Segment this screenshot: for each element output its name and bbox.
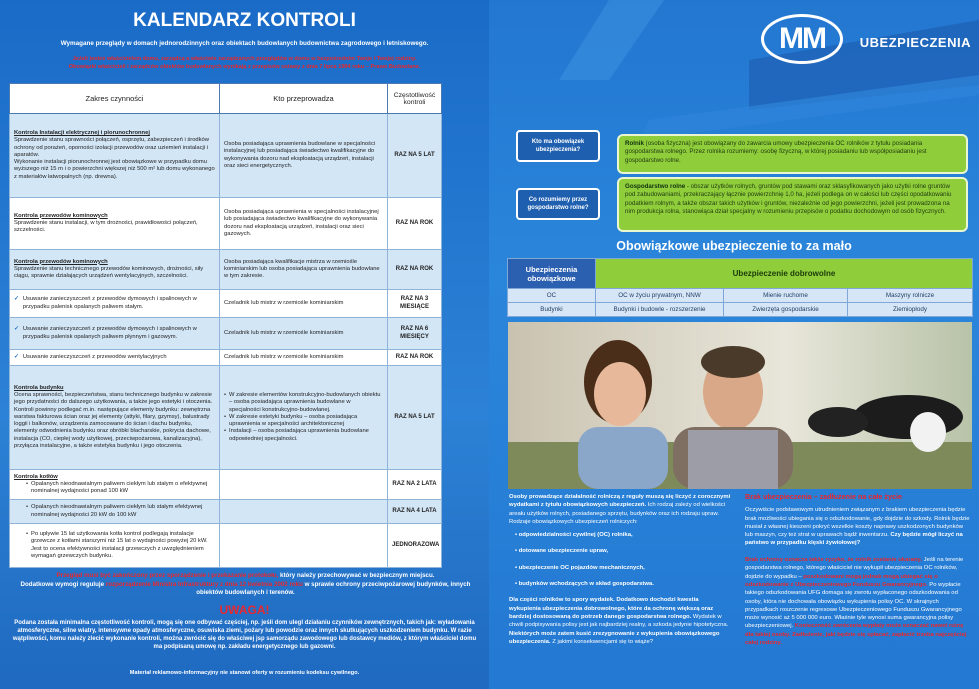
table-row: [10, 250, 442, 290]
farmer-couple-photo: [508, 322, 972, 489]
footnote: Przegląd musi być zakończony przez sporządzenie i przekazanie protokołu, który należy przechowywać w bezpiecznym miejscu. Dodatkowe wymogi reguluje rozporządzenie Ministra Infrastruktury z dnia 12 kwietnia 2002 roku w sprawie ochrony przeciwpożarowej budynków, innych obiektów budowlanych i terenów.: [20, 572, 471, 596]
inspection-table: [9, 83, 442, 568]
table-cell: Ziemiopłody: [848, 303, 973, 317]
list-item: • ubezpieczenie OC pojazdów mechanicznych,: [515, 564, 731, 572]
row-title: Kontrola Instalacji elektrycznej i piorunochronnej: [14, 130, 150, 137]
section-heading: Obowiązkowe ubezpieczenie to za mało: [616, 239, 852, 253]
col-header-frequency: Częstotliwość kontroli: [388, 84, 442, 114]
table-cell: Mienie ruchome: [724, 289, 848, 303]
warning-text: Podana została minimalna częstotliwość kontroli, mogą się one odbywać częściej, np. jeśli dom ulegl działaniu czynników zewnętrznych, takich jak: wyładowania atmosferyczne, silne wiatry, intensywne opady atmosferyczne, osuwiska ziemi, pożary lub powodzie oraz innych skutkujących uszkodzeniem budynku. W razie wątpliwości, komu należy zlecić wykonanie kontroli, można zwrócić się do właściwej jsp samorządu zawodowego lub dostawcy mediów, z którym właściciel domu ma podpisaną umowę np. zakładu energetycznego lub gazowni.: [12, 620, 477, 650]
table-cell: Zwierzęta gospodarskie: [724, 303, 848, 317]
row-sub: Usuwanie zanieczyszczeń z przewodów dymowych i spalinowych w przypadku palenisk opalanych paliwem stałym.: [22, 296, 197, 310]
table-cell: Maszyny rolnicze: [848, 289, 973, 303]
row-frequency: JEDNORAZOWA: [388, 524, 442, 568]
table-row: [10, 524, 442, 568]
row-title: Kontrola przewodów kominowych: [14, 258, 108, 265]
row-who: [220, 470, 388, 500]
table-row: [10, 366, 442, 470]
list-item: • dotowane ubezpieczenie upraw,: [515, 547, 731, 555]
table-row: [10, 350, 442, 366]
left-page: [0, 0, 489, 689]
page-title: KALENDARZ KONTROLI: [133, 10, 356, 31]
table-row: [10, 198, 442, 250]
header-voluntary: Ubezpieczenie dobrowolne: [596, 259, 973, 289]
row-sub: Opalanych nieodnawialnym paliwem ciekłym lub stałym efektywnej nominalnej wydajności 20 kW do 100 kW: [31, 504, 203, 518]
who-item: • W zakresie estetyki budynku – osoba posiadająca uprawnienia w specjalności architektonicznej: [224, 413, 358, 428]
mandatory-list: [515, 531, 731, 588]
red-note-2: Obowiązki właścicieli i zarządców obiektów budowlanych wynikają z przepisów ustawy z dnia 7 lipca 1994 roku – Prawo Budowlane.: [68, 64, 421, 70]
table-row: [10, 500, 442, 524]
row-frequency: RAZ NA 4 LATA: [388, 500, 442, 524]
row-who: Osoba posiadająca uprawnienia w specjalności instalacyjnej lub posiadająca świadectwo kwalifikacyjne do wykonywania dozoru nad eksploatacją urządzeń, instalacji oraz sieci gazowych.: [220, 198, 388, 250]
red-note-1: Jeżeli jesteś właścicielem domu, zarządcą a właściwie zarządzanych przeglądów w domu w bezpośrednim Twoje i Twojej rodziny.: [72, 56, 417, 62]
mm-logo-right: MM: [761, 14, 843, 64]
check-icon: ✓: [14, 353, 19, 360]
table-row: [10, 114, 442, 198]
table-row: [10, 470, 442, 500]
bullet-icon: •: [224, 428, 227, 435]
col-header-who: Kto przeprowadza: [220, 84, 388, 114]
row-sub: Usuwanie zanieczyszczeń z przewodów dymowych i spalinowych w przypadku palenisk opalanych paliwem płynnym i gazowym.: [22, 326, 197, 340]
row-who: Czeladnik lub mistrz w rzemiośle kominiarskim: [220, 290, 388, 318]
row-who: [220, 500, 388, 524]
bullet-icon: •: [26, 531, 29, 538]
table-cell: OC w życiu prywatnym, NNW: [596, 289, 724, 303]
row-body: Sprawdzenie stanu sprawności połączeń, osprzętu, zabezpieczeń i środków ochrony od porażeń, oporności izolacji przewodów oraz uziemień instalacji i aparatów. Wykonanie instalacji piorunochronnej jest obowiązkowe w przypadku domu wyższego niż 15 m i o powierzchni większej niż 500 m² lub domu wykonanego z materiałów łatwopalnych (np. drewna).: [14, 137, 215, 180]
row-who: Czeladnik lub mistrz w rzemiośle kominiarskim: [220, 318, 388, 350]
row-body: Sprawdzenie stanu technicznego przewodów kominowych, drożności, siły ciągu, sprawnie działających urządzeń wentylacyjnych, szczelności.: [14, 265, 204, 280]
decorative-stripes: [489, 0, 979, 140]
bullet-icon: •: [224, 392, 227, 399]
table-row: [10, 290, 442, 318]
column-right-text: Brak ubezpieczenia – zadłużenie na całe życie Oczywiście podstawowym utrudnieniem związanym z brakiem ubezpieczenia będzie brak możliwości ubiegania się o odszkodowanie, gdy dojdzie do szkody. Rolnik będzie musiał z własnej kieszeni pokryć wszelkie koszty naprawy uszkodzonych budynków lub maszyn, czy też strat w uprawach bądź inwentarzu. Czy będzie mógł liczyć na państwo w przypadku klęski żywiołowej? Brak ochrony oznacza także ryzyko, że rolnik zostanie ukarany. Jeśli na terenie gospodarstwa rolnego, którego właściciel nie wykupił ubezpieczenia OC rolników, dojdzie do wypadku – poszkodowani mogą jednak mogą ubiegać się o odszkodowanie z Ubezpieczeniowego Funduszu Gwarancyjnego. Po wypłacie takiego odszkodowania UFG domaga się zwrotu wypłaconego odszkodowania od osoby, która nie dochowała obowiązku wykupienia polisy OC. W skrajnych przypadkach roszczenie regresowe Ubezpieczeniowego Funduszu Gwarancyjnego może wynosić aż 5 000 000 euro. Właśnie tyle wynosi suma gwarancyjna polisy ubezpieczeniowej. Konieczność zwrócenia wypłaty może oznaczać nawet ruinę dla takiej osoby. Zadłużenie, jaki będzie się spłacać, zapłacić trzeba najczęściej całej rodziny.: [745, 492, 970, 647]
row-title: Kontrola przewodów kominowych: [14, 212, 108, 219]
answer-box-1: Rolnik (osoba fizyczna) jest obowiązany do zawarcia umowy ubezpieczenia OC rolników z tytułu posiadania gospodarstwa rolnego. Przez rolnika rozumiemy: osobę fizyczną, w której posiadaniu lub współposiadaniu jest gospodarstwo rolne.: [617, 134, 968, 174]
col-header-scope: Zakres czynności: [10, 84, 220, 114]
list-item: • budynków wchodzących w skład gospodarstwa.: [515, 580, 731, 588]
table-cell: OC: [508, 289, 596, 303]
row-sub: Po upływie 15 lat użytkowania kotła kontrol podlegają instalacje grzewcze z kotłami starszymi niż 15 lat o wydajności powyżej 20 kW. Jest to ocena efektywności instalacji grzewczych z uwzględnieniem wymagań grzewczych budynku.: [31, 531, 208, 559]
check-icon: ✓: [14, 296, 19, 303]
row-frequency: RAZ NA ROK: [388, 198, 442, 250]
warning-title: UWAGA!: [219, 603, 270, 617]
who-item: • Instalacji – osoba posiadająca uprawnienia budowlane odpowiedniej specjalności.: [224, 428, 369, 442]
row-frequency: RAZ NA 6 MIESIĘCY: [388, 318, 442, 350]
row-frequency: RAZ NA ROK: [388, 250, 442, 290]
list-item: • odpowiedzialności cywilnej (OC) rolnika,: [515, 531, 731, 539]
check-icon: ✓: [14, 326, 19, 333]
header-mandatory: Ubezpieczenia obowiązkowe: [508, 259, 596, 289]
disclaimer: Materiał reklamowo-informacyjny nie stanowi oferty w rozumieniu kodeksu cywilnego.: [129, 670, 360, 676]
row-body: Sprawdzenie stanu instalacji, w tym drożności, prawidłowości połączeń, szczelności.: [14, 219, 198, 234]
row-frequency: RAZ NA 3 MIESIĄCE: [388, 290, 442, 318]
row-who: Czeladnik lub mistrz w rzemiośle kominiarskim: [220, 350, 388, 366]
brand-name: UBEZPIECZENIA: [859, 35, 971, 50]
answer-box-2: Gospodarstwo rolne - obszar użytków rolnych, gruntów pod stawami oraz sklasyfikowanych jako użytki rolne gruntów pod zabudowaniami, przekraczający łącznie powierzchnię 1,0 ha, jeżeli podlega on w całości lub części opodatkowaniu podatkiem rolnym, a także obszar takich użytków i gruntów, niezależnie od jego powierzchni, jeżeli jest prowadzona na nim produkcja rolna, stanowiąca dział specjalny w rozumieniu przepisów o podatku dochodowym od osób fizycznych.: [617, 177, 968, 232]
table-row: [10, 318, 442, 350]
row-title: Kontrola budynku: [14, 385, 64, 392]
row-who: Osoba posiadająca uprawnienia budowlane w specjalności instalacyjnej lub posiadająca świadectwo kwalifikacyjne do wykonywania dozoru nad eksploatacją urządzeń, instalacji oraz sieci energetycznych.: [220, 114, 388, 198]
row-body: Ocena sprawności, bezpieczeństwa, stanu technicznego budynku w zakresie jego przydatności do dalszego użytkowania, a także jego estetyki i otoczenia. Kontroli powinny podlegać m.in. następujące elementy budynku: zewnętrzna warstwa fakturowa ścian oraz jej elementy (attyki, filary, gzymsy), balustrady loggii i balkonów, urządzenia zamocowane do ścian i dachu budynku, elementy odwodnienia budynku oraz obróbki blacharskie, pokrycia dachowe, instalacja (CO, ciepłej wody użytkowej, przeciwpożarowa, kanalizacyjna), przyłącza instalacyjne, a także estetyka budynku i jego otoczenia.: [14, 392, 213, 449]
row-frequency: RAZ NA 5 LAT: [388, 366, 442, 470]
insurance-table: [507, 258, 973, 317]
table-cell: Budynki i budowle - rozszerzenie: [596, 303, 724, 317]
row-who: Osoba posiadająca kwalifikacje mistrza w rzemiośle kominiarskim lub osoba posiadająca uprawnienia budowlane w tym zakresie.: [220, 250, 388, 290]
question-box-2: Co rozumiemy przez gospodarstwo rolne?: [516, 188, 600, 220]
page-subtitle: Wymagane przeglądy w domach jednorodzinnych oraz obiektach budowlanych budownictwa zagrodowego i letniskowego.: [60, 40, 429, 47]
row-sub: Usuwanie zanieczyszczeń z przewodów wentylacyjnych: [22, 353, 167, 360]
row-sub: Opalanych nieodnawialnym paliwem ciekłym lub stałym o efektywnej nominalnej wydajności ponad 100 kW: [31, 480, 208, 495]
question-box-1: Kto ma obowiązek ubezpieczenia?: [516, 130, 600, 162]
row-who: [220, 524, 388, 568]
right-page: [489, 0, 979, 689]
column-left-text: Osoby prowadzące działalność rolniczą z reguły muszą się liczyć z corocznymi wydatkami z tytułu obowiązkowych ubezpieczeń. Ich rodzaj zależy od wielkości areału użytków rolnych, posiadanego sprzętu, budynków oraz ich rodzaju upraw. Rodzaje obowiązkowych ubezpieczeń rolniczych: • odpowiedzialności cywilnej (OC) rolnika, • dotowane ubezpieczenie upraw, • ubezpieczenie OC pojazdów mechanicznych, • budynków wchodzących w skład gospodarstwa. Dla części rolników to spory wydatek. Dodatkowo dochodzi kwestia wykupienia ubezpieczenia dobrowolnego, które da ochronę większą oraz bardziej dostosowaną do potrzeb danego gospodarstwa rolnego. Wydatek w chwili podpisywania polisy jest jak najbardziej realny, a szkoda jedynie hipotetyczna. Niektórych może zatem kusić zrezygnowanie z wykupienia obowiązkowego ubezpieczenia. Z jakimi konsekwencjami się to wiąże?: [509, 493, 731, 646]
column-heading: Brak ubezpieczenia – zadłużenie na całe życie: [745, 492, 902, 501]
row-frequency: RAZ NA 5 LAT: [388, 114, 442, 198]
bullet-icon: •: [224, 413, 227, 420]
row-title: Kontrola kotłów: [14, 473, 58, 480]
bullet-icon: •: [26, 504, 29, 511]
row-frequency: RAZ NA 2 LATA: [388, 470, 442, 500]
row-frequency: RAZ NA ROK: [388, 350, 442, 366]
table-cell: Budynki: [508, 303, 596, 317]
who-item: • W zakresie elementów konstrukcyjno-budowlanych obiektu – osoba posiadająca uprawnienia budowlane w specjalności konstrukcyjno-budowlanej.: [224, 392, 381, 413]
bullet-icon: •: [26, 480, 29, 487]
